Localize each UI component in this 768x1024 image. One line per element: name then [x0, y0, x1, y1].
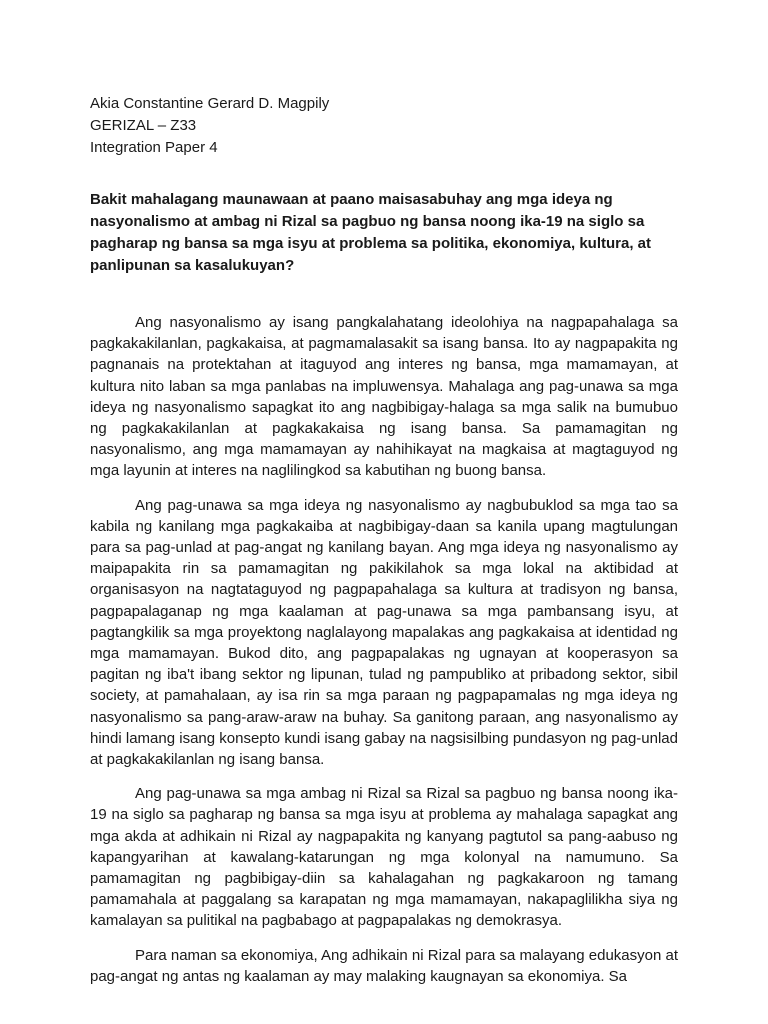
paragraph-3: Ang pag-unawa sa mga ambag ni Rizal sa Rizal sa pagbuo ng bansa noong ika-19 na siglo sa pagharap ng bansa sa mga isyu at problema ay mahalaga sapagkat ang mga akda at adhikain ni Rizal ay nagpapakita ng kanyang pagtutol sa pang-aabuso ng kapangyarihan at kawalang-katarungan ng mga kolonyal na namumuno. Sa pamamagitan ng pagbibigay-diin sa kahalagahan ng pagkakaroon ng tamang pamamahala at paggalang sa karapatan ng mga mamamayan, nakapaglilikha siya ng kamalayan sa pulitikal na pagbabago at pagpapalakas ng demokrasya.	[90, 785, 678, 930]
course-code: GERIZAL – Z33	[90, 117, 197, 134]
essay-body	[90, 312, 678, 987]
paragraph-4: Para naman sa ekonomiya, Ang adhikain ni Rizal para sa malayang edukasyon at pag-angat ng antas ng kaalaman ay may malaking kaugnayan sa ekonomiya. Sa	[90, 946, 678, 985]
paper-title: Integration Paper 4	[90, 139, 218, 156]
paragraph-1: Ang nasyonalismo ay isang pangkalahatang ideolohiya na nagpapahalaga sa pagkakakilanlan, pagkakaisa, at pagmamalasakit sa isang bansa. Ito ay nagpapakita ng pagnanais na protektahan at itaguyod ang interes ng bansa, mga mamamayan, at kultura nito laban sa mga panlabas na impluwensya. Mahalaga ang pag-unawa sa mga ideya ng nasyonalismo sapagkat ito ang nagbibigay-halaga sa mga salik na bumubuo ng pagkakakilanlan at pagkakakaisa ng isang bansa. Sa pamamagitan ng nasyonalismo, ang mga mamamayan ay nahihikayat na magkaisa at magtaguyod ng mga layunin at interes na naglilingkod sa kabutihan ng buong bansa.	[90, 314, 678, 480]
guiding-question: Bakit mahalagang maunawaan at paano maisasabuhay ang mga ideya ng nasyonalismo at ambag ni Rizal sa pagbuo ng bansa noong ika-19 na siglo sa pagharap ng bansa sa mga isyu at problema sa politika, ekonomiya, kultura, at panlipunan sa kasalukuyan?	[90, 191, 651, 274]
author-name: Akia Constantine Gerard D. Magpily	[90, 95, 330, 112]
paragraph-2: Ang pag-unawa sa mga ideya ng nasyonalismo ay nagbubuklod sa mga tao sa kabila ng kanilang mga pagkakaiba at nagbibigay-daan sa kanila upang magtulungan para sa pag-unlad at pag-angat ng kanilang bayan. Ang mga ideya ng nasyonalismo ay maipapakita rin sa pamamagitan ng pakikilahok sa mga lokal na aktibidad at organisasyon na nagtataguyod ng pagpapahalaga sa kultura at tradisyon ng bansa, pagpapalaganap ng mga kaalaman at pag-unawa sa mga pambansang isyu, at pagtangkilik sa mga proyektong naglalayong mapalakas ang pagkakaisa at identidad ng mga mamamayan. Bukod dito, ang pagpapalakas ng ugnayan at kooperasyon sa pagitan ng iba't ibang sektor ng lipunan, tulad ng pampubliko at pribadong sektor, sibil society, at pamahalaan, ay isa rin sa mga paraan ng pagpapamalas ng mga ideya ng nasyonalismo sa pang-araw-araw na buhay. Sa ganitong paraan, ang nasyonalismo ay hindi lamang isang konsepto kundi isang gabay na nagsisilbing pundasyon ng pag-unlad at pagkakakilanlan ng isang bansa.	[90, 496, 678, 769]
